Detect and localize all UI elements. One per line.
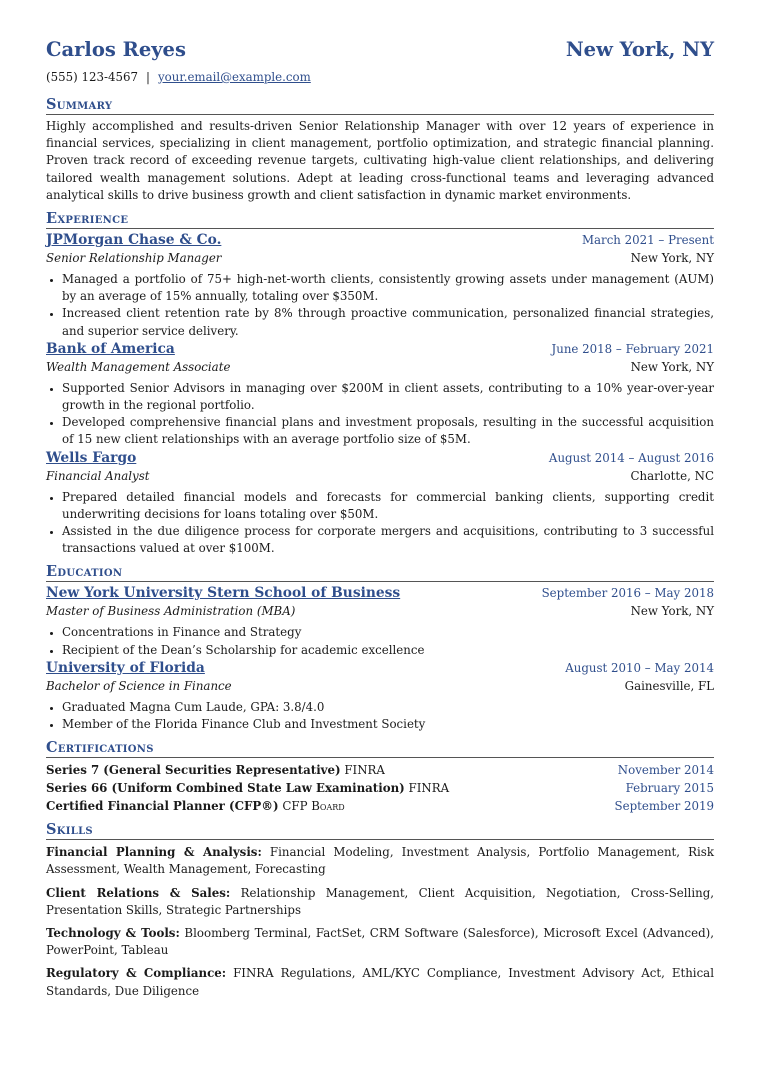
certifications-list bbox=[46, 761, 714, 815]
list-item: • Concentrations in Finance and Strategy bbox=[62, 624, 714, 641]
school-location: New York, NY bbox=[630, 604, 714, 619]
list-item: • Graduated Magna Cum Laude, GPA: 3.8/4.0 bbox=[62, 699, 714, 716]
job-entry bbox=[46, 340, 714, 449]
header bbox=[46, 38, 714, 68]
education-bullets bbox=[46, 699, 714, 733]
school-link[interactable]: New York University Stern School of Business bbox=[46, 585, 401, 602]
email-link[interactable]: your.email@example.com bbox=[157, 70, 311, 84]
skill-group bbox=[46, 844, 714, 878]
summary-heading: Summary bbox=[46, 96, 714, 115]
company-link[interactable]: JPMorgan Chase & Co. bbox=[46, 232, 222, 249]
skill-text: FINRA Regulations, AML/KYC Compliance, Investment Advisory Act, Ethical Standards, Due Diligence bbox=[46, 966, 714, 998]
experience-heading: Experience bbox=[46, 210, 714, 229]
job-role: Wealth Management Associate bbox=[46, 359, 231, 374]
job-location: New York, NY bbox=[630, 251, 714, 266]
job-location: New York, NY bbox=[630, 359, 714, 374]
list-item: • Member of the Florida Finance Club and Investment Society bbox=[62, 716, 714, 733]
certification-date: September 2019 bbox=[614, 799, 714, 814]
certification-row bbox=[46, 761, 714, 779]
list-item: • Assisted in the due diligence process for corporate mergers and acquisitions, contributing to 3 successful transactions valued at over $100M. bbox=[62, 523, 714, 557]
school-location: Gainesville, FL bbox=[624, 678, 714, 693]
degree: Master of Business Administration (MBA) bbox=[46, 604, 296, 619]
job-entry bbox=[46, 449, 714, 558]
skill-label: Financial Planning & Analysis: bbox=[46, 845, 262, 860]
education-entry bbox=[46, 584, 714, 658]
list-item: • Recipient of the Dean’s Scholarship for academic excellence bbox=[62, 642, 714, 659]
list-item: • Managed a portfolio of 75+ high-net-worth clients, consistently growing assets under management (AUM) by an average of 15% annually, totaling over $350M. bbox=[62, 271, 714, 305]
certification-row bbox=[46, 797, 714, 815]
skill-text: Relationship Management, Client Acquisition, Negotiation, Cross-Selling, Presentation Skills, Strategic Partnerships bbox=[46, 885, 715, 917]
certification-issuer: FINRA bbox=[408, 781, 450, 796]
candidate-name: Carlos Reyes bbox=[46, 38, 186, 61]
skills-heading: Skills bbox=[46, 821, 714, 840]
list-item: • Increased client retention rate by 8% through proactive communication, personalized financial strategies, and superior service delivery. bbox=[62, 305, 714, 339]
job-role: Financial Analyst bbox=[46, 468, 150, 483]
certification-date: February 2015 bbox=[625, 781, 714, 796]
skill-text: Bloomberg Terminal, FactSet, CRM Software (Salesforce), Microsoft Excel (Advanced), PowerPoint, Tableau bbox=[46, 926, 715, 958]
certification-issuer: CFP Board bbox=[282, 799, 345, 814]
skills-list bbox=[46, 844, 714, 1000]
certification-date: November 2014 bbox=[617, 763, 714, 778]
job-bullets bbox=[46, 380, 714, 449]
list-item: • Prepared detailed financial models and forecasts for commercial banking clients, supporting credit underwriting decisions for loans totaling over $50M. bbox=[62, 489, 714, 523]
job-dates: March 2021 – Present bbox=[581, 233, 714, 248]
certification-row bbox=[46, 779, 714, 797]
list-item: • Supported Senior Advisors in managing over $200M in client assets, contributing to a 10% year-over-year growth in the regional portfolio. bbox=[62, 380, 714, 414]
job-dates: August 2014 – August 2016 bbox=[548, 450, 714, 465]
certification-name: Series 66 (Uniform Combined State Law Examination) bbox=[46, 781, 405, 796]
skill-label: Client Relations & Sales: bbox=[46, 885, 231, 900]
education-bullets bbox=[46, 624, 714, 658]
summary-text: Highly accomplished and results-driven Senior Relationship Manager with over 12 years of experience in financial services, specializing in client management, portfolio optimization, and strategic financial planning. Proven track record of exceeding revenue targets, cultivating high-value client relationships, and delivering tailored wealth management solutions. Adept at leading cross-functional teams and leveraging advanced analytical skills to drive business growth and client satisfaction in dynamic market environments. bbox=[46, 119, 714, 202]
school-dates: September 2016 – May 2018 bbox=[541, 586, 714, 601]
list-item: • Developed comprehensive financial plans and investment proposals, resulting in the successful acquisition of 15 new client relationships with an average portfolio size of $5M. bbox=[62, 414, 714, 448]
education-entry bbox=[46, 659, 714, 733]
school-link[interactable]: University of Florida bbox=[46, 659, 205, 676]
skill-group bbox=[46, 925, 714, 959]
school-dates: August 2010 – May 2014 bbox=[565, 660, 714, 675]
job-entry bbox=[46, 231, 714, 340]
degree: Bachelor of Science in Finance bbox=[46, 678, 232, 693]
job-location: Charlotte, NC bbox=[630, 468, 714, 483]
contact-separator: | bbox=[146, 70, 150, 84]
job-bullets bbox=[46, 489, 714, 558]
certification-issuer: FINRA bbox=[344, 763, 385, 778]
candidate-location: New York, NY bbox=[565, 38, 714, 61]
company-link[interactable]: Bank of America bbox=[46, 340, 175, 357]
job-dates: June 2018 – February 2021 bbox=[551, 341, 714, 356]
skill-group bbox=[46, 965, 714, 999]
certifications-heading: Certifications bbox=[46, 739, 714, 758]
skill-label: Technology & Tools: bbox=[46, 926, 180, 941]
certification-name: Series 7 (General Securities Representative) bbox=[46, 763, 341, 778]
education-heading: Education bbox=[46, 563, 714, 582]
job-role: Senior Relationship Manager bbox=[46, 251, 222, 266]
certification-name: Certified Financial Planner (CFP®) bbox=[46, 799, 279, 814]
skill-group bbox=[46, 885, 714, 919]
job-bullets bbox=[46, 271, 714, 340]
company-link[interactable]: Wells Fargo bbox=[46, 449, 137, 466]
skill-label: Regulatory & Compliance: bbox=[46, 966, 227, 981]
contact-line bbox=[46, 70, 714, 88]
phone-number: (555) 123-4567 bbox=[46, 70, 138, 84]
skill-text: Financial Modeling, Investment Analysis, Portfolio Management, Risk Assessment, Wealth Management, Forecasting bbox=[46, 845, 715, 877]
